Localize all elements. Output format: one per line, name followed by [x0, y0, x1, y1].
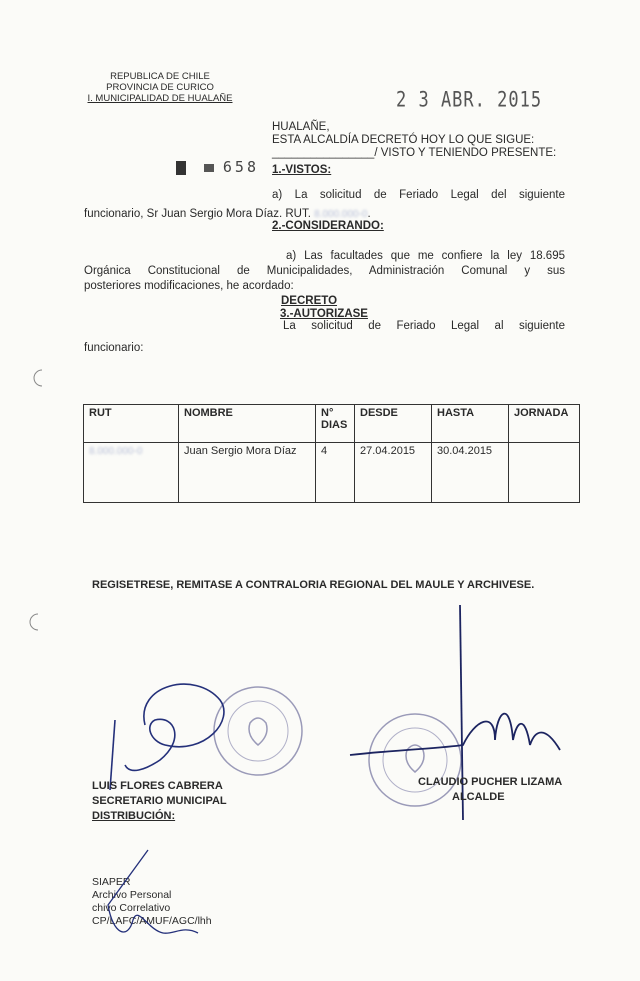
letterhead-country: REPUBLICA DE CHILE	[110, 71, 210, 82]
cell-jornada	[509, 443, 580, 503]
punch-hole-icon	[30, 368, 44, 388]
letterhead-province: PROVINCIA DE CURICO	[106, 82, 214, 93]
col-header-hasta: HASTA	[432, 405, 509, 443]
redacted-rut: 8.000.000-0	[314, 209, 368, 220]
col-header-dias: N° DIAS	[316, 405, 355, 443]
visto-line: ________________/ VISTO Y TENIENDO PRESENTE:	[272, 147, 557, 159]
letterhead-municipality: I. MUNICIPALIDAD DE HUALAÑE	[87, 93, 233, 104]
autorizase-line2: funcionario:	[84, 342, 144, 354]
date-stamp: 2 3 ABR. 2015	[396, 87, 543, 113]
considerando-heading: 2.-CONSIDERANDO:	[272, 220, 384, 232]
decreto-heading: DECRETO	[281, 295, 338, 307]
decree-number: 658	[222, 158, 259, 176]
distribution-heading: DISTRIBUCIÓN:	[92, 810, 176, 822]
leave-table	[83, 404, 580, 503]
mayor-name: CLAUDIO PUCHER LIZAMA	[418, 776, 563, 788]
considerando-line3: posteriores modificaciones, he acordado:	[84, 280, 294, 292]
mayor-seal	[365, 710, 465, 810]
redacted-rut: 8.000.000-0	[89, 446, 143, 457]
considerando-line2: Orgánica Constitucional de Municipalidades, Administración Comunal y sus	[84, 265, 565, 277]
secretary-title: SECRETARIO MUNICIPAL	[92, 795, 227, 807]
closing-statement: REGISETRESE, REMITASE A CONTRALORIA REGIONAL DEL MAULE Y ARCHIVESE.	[92, 579, 535, 591]
list-item: CP/LAFC/AMUF/AGC/lhh	[92, 915, 212, 927]
vistos-text: funcionario, Sr Juan Sergio Mora Díaz. RUT.	[84, 208, 311, 220]
autorizase-heading: 3.-AUTORIZASE	[280, 308, 368, 320]
col-header-rut: RUT	[84, 405, 179, 443]
vistos-heading: 1.-VISTOS:	[272, 164, 332, 176]
secretary-name: LUIS FLORES CABRERA	[92, 780, 223, 792]
list-item: chivo Correlativo	[92, 902, 171, 914]
stamp-mark-icon	[176, 161, 186, 175]
secretary-signature	[105, 665, 235, 795]
stamp-mark-icon	[204, 164, 214, 172]
table-header-row	[84, 405, 580, 443]
distribution-list	[92, 876, 212, 928]
considerando-line1: a) Las facultades que me confiere la ley 18.695	[286, 250, 565, 262]
cell-hasta: 30.04.2015	[432, 443, 509, 503]
col-header-nombre: NOMBRE	[179, 405, 316, 443]
col-header-desde: DESDE	[355, 405, 432, 443]
place-name: HUALAÑE,	[272, 121, 330, 133]
letterhead	[85, 71, 235, 104]
punch-hole-icon	[26, 612, 40, 632]
cell-rut	[84, 443, 179, 503]
table-row	[84, 443, 580, 503]
col-header-jornada: JORNADA	[509, 405, 580, 443]
vistos-paragraph-line1: a) La solicitud de Feriado Legal del siguiente	[272, 189, 565, 201]
cell-nombre: Juan Sergio Mora Díaz	[179, 443, 316, 503]
autorizase-line1: La solicitud de Feriado Legal al siguiente	[283, 320, 565, 332]
decree-number-stamp	[176, 158, 259, 177]
vistos-period: .	[367, 208, 371, 220]
secretary-seal	[210, 683, 306, 779]
list-item: Archivo Personal	[92, 889, 172, 901]
decree-intro: ESTA ALCALDÍA DECRETÓ HOY LO QUE SIGUE:	[272, 134, 535, 146]
list-item: SIAPER	[92, 876, 131, 888]
cell-desde: 27.04.2015	[355, 443, 432, 503]
mayor-title: ALCALDE	[452, 791, 505, 803]
cell-dias: 4	[316, 443, 355, 503]
